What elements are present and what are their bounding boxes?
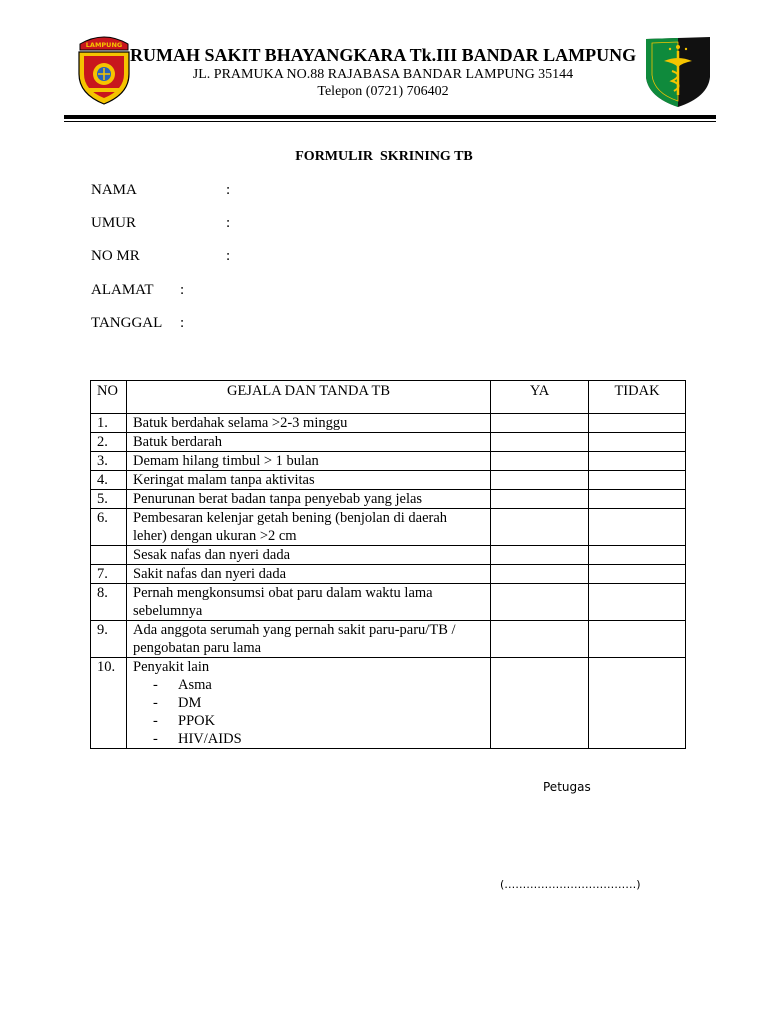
ya-cell[interactable]	[491, 471, 589, 490]
tidak-cell[interactable]	[589, 414, 686, 433]
table-row	[91, 565, 686, 584]
tidak-cell[interactable]	[589, 546, 686, 565]
header-ya: YA	[491, 381, 589, 414]
other-disease-list	[133, 676, 484, 748]
row-no: 10.	[91, 658, 127, 749]
field-label-umur: UMUR	[91, 215, 137, 231]
hospital-phone: Telepon (0721) 706402	[317, 84, 449, 99]
row-no: 2.	[91, 433, 127, 452]
row-no	[91, 546, 127, 565]
form-title: FORMULIR SKRINING TB	[295, 149, 473, 164]
list-item: - DM	[153, 695, 202, 711]
tidak-cell[interactable]	[589, 565, 686, 584]
ya-cell[interactable]	[491, 621, 589, 658]
list-item: - Asma	[153, 677, 212, 693]
ya-cell[interactable]	[491, 509, 589, 546]
row-text: Demam hilang timbul > 1 bulan	[127, 452, 491, 471]
medical-caduceus-logo	[642, 33, 714, 109]
row-no: 7.	[91, 565, 127, 584]
row-text: Sakit nafas dan nyeri dada	[127, 565, 491, 584]
table-row	[91, 509, 686, 546]
list-item: - PPOK	[153, 713, 216, 729]
field-colon-umur: :	[226, 215, 231, 231]
ya-cell[interactable]	[491, 452, 589, 471]
row-text: Ada anggota serumah yang pernah sakit paru-paru/TB / pengobatan paru lama	[127, 621, 491, 658]
ya-cell[interactable]	[491, 433, 589, 452]
ya-cell[interactable]	[491, 414, 589, 433]
table-row	[91, 452, 686, 471]
ya-cell[interactable]	[491, 490, 589, 509]
row-text: Batuk berdahak selama >2-3 minggu	[127, 414, 491, 433]
hospital-address: JL. PRAMUKA NO.88 RAJABASA BANDAR LAMPUNG 35144	[192, 67, 574, 82]
signature-role: Petugas	[543, 780, 591, 794]
field-label-tanggal: TANGGAL	[91, 315, 163, 331]
police-shield-logo	[74, 30, 134, 106]
ya-cell[interactable]	[491, 565, 589, 584]
field-label-alamat: ALAMAT	[91, 282, 154, 298]
field-colon-nama: :	[226, 182, 231, 198]
header-gejala: GEJALA DAN TANDA TB	[127, 381, 491, 414]
row-text: Keringat malam tanpa aktivitas	[127, 471, 491, 490]
signature-line: (………………………………)	[500, 878, 641, 891]
tidak-cell[interactable]	[589, 490, 686, 509]
row-text: Batuk berdarah	[127, 433, 491, 452]
logo-left-text: LAMPUNG	[85, 41, 123, 49]
row-no: 3.	[91, 452, 127, 471]
header-tidak: TIDAK	[589, 381, 686, 414]
row-text: Penyakit lain	[133, 659, 210, 675]
table-row	[91, 433, 686, 452]
header-divider-thick	[64, 115, 716, 119]
ya-cell[interactable]	[491, 546, 589, 565]
tidak-cell[interactable]	[589, 433, 686, 452]
tidak-cell[interactable]	[589, 658, 686, 749]
row-text: Sesak nafas dan nyeri dada	[127, 546, 491, 565]
table-row	[91, 621, 686, 658]
tidak-cell[interactable]	[589, 621, 686, 658]
tidak-cell[interactable]	[589, 584, 686, 621]
table-row	[91, 414, 686, 433]
row-text-penyakit-lain	[127, 658, 491, 749]
table-row	[91, 546, 686, 565]
row-no: 6.	[91, 509, 127, 546]
table-row	[91, 584, 686, 621]
table-row	[91, 471, 686, 490]
field-colon-alamat: :	[180, 282, 185, 298]
ya-cell[interactable]	[491, 658, 589, 749]
header-no: NO	[91, 381, 127, 414]
ya-cell[interactable]	[491, 584, 589, 621]
row-text: Penurunan berat badan tanpa penyebab yang jelas	[127, 490, 491, 509]
row-no: 8.	[91, 584, 127, 621]
row-text: Pembesaran kelenjar getah bening (benjolan di daerah leher) dengan ukuran >2 cm	[127, 509, 491, 546]
row-no: 9.	[91, 621, 127, 658]
field-colon-tanggal: :	[180, 315, 185, 331]
table-header-row	[91, 381, 686, 414]
table-row	[91, 658, 686, 749]
field-label-no-mr: NO MR	[91, 248, 140, 264]
hospital-name: RUMAH SAKIT BHAYANGKARA Tk.III BANDAR LAMPUNG	[130, 45, 637, 65]
field-label-nama: NAMA	[91, 182, 137, 198]
row-no: 4.	[91, 471, 127, 490]
table-row	[91, 490, 686, 509]
field-colon-no-mr: :	[226, 248, 231, 264]
tidak-cell[interactable]	[589, 509, 686, 546]
list-item: - HIV/AIDS	[153, 731, 242, 747]
tidak-cell[interactable]	[589, 471, 686, 490]
row-text: Pernah mengkonsumsi obat paru dalam waktu lama sebelumnya	[127, 584, 491, 621]
row-no: 1.	[91, 414, 127, 433]
row-no: 5.	[91, 490, 127, 509]
header-divider-thin	[64, 121, 716, 122]
tidak-cell[interactable]	[589, 452, 686, 471]
symptom-table	[90, 380, 686, 749]
